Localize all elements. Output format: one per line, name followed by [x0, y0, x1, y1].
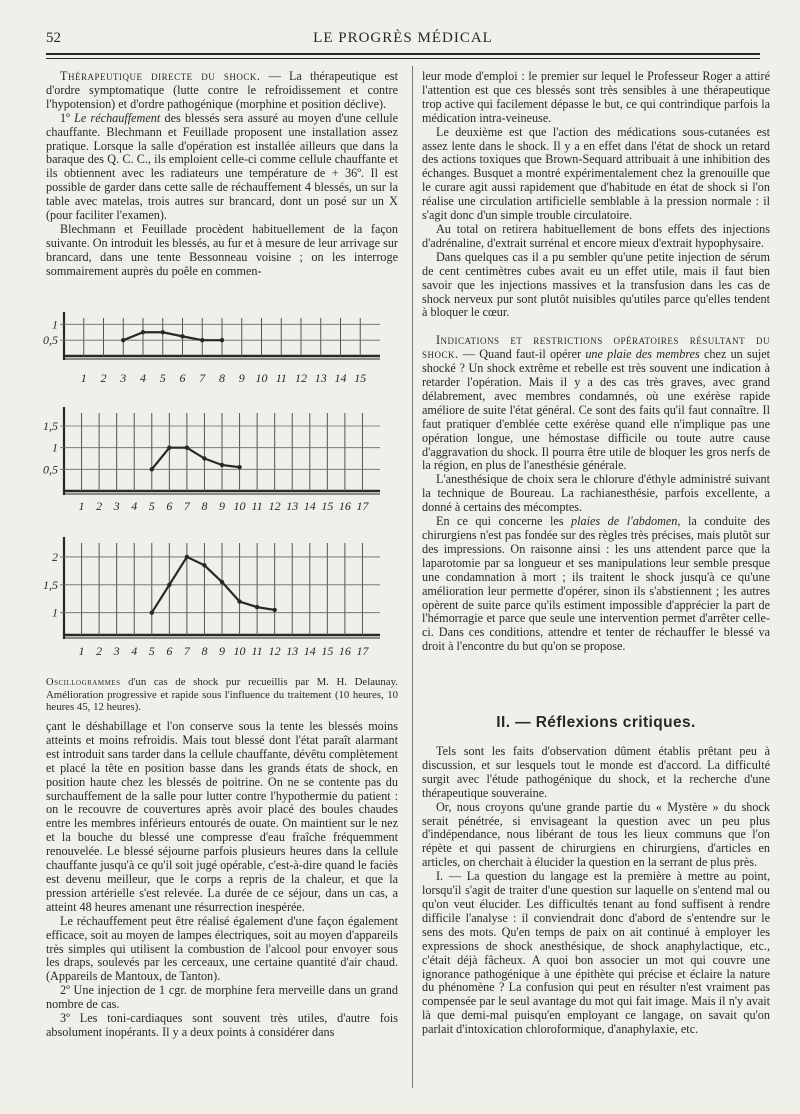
chart-tick-label-x: 2 — [96, 499, 103, 513]
chart-tick-label-y: 1,5 — [43, 419, 58, 433]
chart-tick-label-x: 3 — [113, 644, 120, 658]
chart-tick-label-x: 7 — [183, 499, 190, 513]
emphasis: Le réchauffement — [74, 110, 161, 125]
chart-data-point — [150, 610, 154, 614]
chart-tick-label-x: 3 — [120, 371, 127, 385]
chart-tick-label-x: 16 — [338, 499, 351, 513]
paragraph: I. — La question du langage est la première à mettre au point, lorsqu'il s'agit de traiter d'une question sur laquelle on s'entend mal ou qu'on veut élucider. Les difficultés tenant au fond suffisent à rendre difficile l'analyse : il conviendrait donc d'abord de s'entendre sur le sens des mots. Qu'en temps de paix on ait continué à employer les expressions de shock anesthésique, de shock anaphylactique, etc., c'était déjà fâcheux. A quoi bon associer un mot qui couvre une ignorance pathogénique à une épithète qui précise et éclaire la nature du phénomène ? La confusion qui peut en résulter n'est vraiment pas compensée par le seul avantage du mot qui fait image. Mais il n'y avait là que demi-mal puisqu'en employant ce langage, on savait qu'on parlait d'intoxication chloroformique, d'anaphylaxie, etc. — [422, 869, 770, 1037]
chart-tick-label-x: 13 — [286, 644, 299, 658]
running-head — [46, 30, 760, 50]
paragraph: Blechmann et Feuillade procèdent habituellement de la façon suivante. On introduit les blessés, au fur et à mesure de leur arrivage sur brancard, dans une tente Bessonneau voisine ; on les interroge sommairement auprès du poêle en commen- — [46, 221, 398, 278]
chart-tick-label-x: 8 — [201, 644, 208, 658]
caption-text: d'un cas de shock pur recueillis par M. H. Delaunay. Amélioration progressive et rapide sous l'influence du traitement (10 heures, 10 heures 45, 12 heures). — [46, 676, 398, 713]
paragraph — [422, 334, 770, 473]
chart-tick-label-x: 8 — [219, 371, 225, 385]
left-column-top — [46, 70, 398, 279]
paragraph: 3º Les toni-cardiaques sont souvent très utiles, d'autre fois absolument inopérants. Il y a deux points à considérer dans — [46, 1011, 398, 1039]
chart-tick-label-x: 9 — [238, 371, 245, 385]
chart-data-point — [237, 599, 241, 603]
chart-data-point — [202, 456, 206, 460]
chart-data-point — [255, 605, 259, 609]
paragraph — [46, 70, 398, 112]
chart-tick-label-x: 11 — [251, 644, 263, 658]
emphasis: plaies de l'abdomen — [571, 514, 678, 529]
header-rule — [46, 53, 760, 55]
chart-data-point — [272, 608, 276, 612]
chart-tick-label-y: 1 — [52, 605, 58, 620]
paragraph: çant le déshabillage et l'on conserve sous la tente les blessés moins atteints et moins refroidis. Mais tout blessé dont l'état paraît alarmant est introduit sans tarder dans la cellule chauffante, dévêtu complètement et placé la tête en position basse dans les grands états de shock, en position haute chez les blessés de poitrine. On ne se contente pas du surchauffement de la salle pour lutter contre l'hypothermie du patient : on le recouvre de couvertures après avoir placé des boules chaudes entre les membres inférieurs entourés de ouate. On maintient sur le nez et la bouche du blessé une compresse d'eau fraîche fréquemment renouvelée. Le blessé séjourne parfois plusieurs heures dans la cellule chauffante jusqu'à ce qu'il soit jugé opérable, c'est-à-dire quand le faciès est devenu meilleur, que le corps a repris de la chaleur, et que la pression artérielle s'est relevée. La durée de ce séjour, dans un cas, a atteint 48 heures amenant une résurrection inespérée. — [46, 719, 398, 914]
chart-tick-label-x: 15 — [321, 499, 334, 513]
run-in-heading: Thérapeutique directe du shock. — [60, 69, 261, 83]
figure-caption — [46, 676, 398, 713]
chart-tick-label-x: 15 — [321, 644, 334, 658]
paragraph — [46, 112, 398, 223]
column-divider — [412, 66, 413, 1088]
paragraph: Tels sont les faits d'observation dûment établis prêtant peu à discussion, et sur lesquels tout le monde est d'accord. La difficulté surgit avec l'étude pathogénique du shock, et la recherche d'une thérapeutique souveraine. — [422, 744, 770, 800]
chart-tick-label-x: 5 — [148, 499, 155, 513]
chart-tick-label-x: 6 — [179, 371, 186, 385]
chart-tick-label-x: 4 — [131, 499, 138, 513]
chart-tick-label-x: 3 — [113, 499, 120, 513]
chart-tick-label-x: 13 — [286, 499, 299, 513]
header-rule-thin — [46, 58, 760, 59]
paragraph-text: — Quand faut-il opérer — [458, 347, 586, 362]
chart-tick-label-y: 1,5 — [43, 577, 58, 592]
paragraph-text: En ce qui concerne les — [436, 514, 572, 529]
chart-tick-label-x: 4 — [131, 644, 138, 658]
paragraph-text: — La thérapeutique est d'ordre symptomatique (lutte contre le refroidissement et contre l'hypotension) et d'ordre pathogénique (morphine et position déclive). — [46, 69, 398, 111]
chart-series-line — [152, 448, 240, 470]
paragraph: Or, nous croyons qu'une grande partie du « Mystère » du shock serait pénétrée, si envisageant la question avec un peu plus d'indépendance, nous libérant de tous les lieux communs que l'on répète et qui passent de chirurgiens en chirurgiens, d'articles en articles, on cherchait à élucider la question en la serrant de plus près. — [422, 799, 770, 870]
chart-tick-label-x: 10 — [255, 371, 268, 385]
chart-data-point — [220, 580, 224, 584]
chart-tick-label-y: 0,5 — [43, 333, 58, 348]
chart-tick-label-x: 8 — [201, 499, 208, 513]
right-column-bottom — [422, 745, 770, 1037]
chart-tick-label-x: 9 — [219, 499, 225, 513]
chart-data-point — [167, 583, 171, 587]
chart-tick-label-x: 12 — [295, 371, 307, 385]
chart-tick-label-y: 0,5 — [43, 462, 58, 477]
chart-tick-label-x: 5 — [148, 644, 155, 658]
emphasis: une plaie des membres — [585, 347, 700, 362]
paragraph-text: chez un sujet shocké ? Un shock extrême et rebelle est très souvent une indication à retarder l'opération. Mais il y a des cas très graves, avec grand délabrement, avec membres condamnés, où une exérèse rapide améliore de suite l'état général. Ce sont des faits qu'il faut connaître. Il faut pratiquer d'emblée cette exérèse quand elle n'implique pas une opération longue, une hémostase difficile ou toute autre cause d'aggravation du shock. Il pourra être utile de bloquer les gros nerfs de la région, en plus de l'anesthésie générale. — [422, 347, 771, 473]
oscillogram-svg — [43, 312, 395, 674]
chart-tick-label-x: 17 — [356, 644, 369, 658]
paragraph: Au total on retirera habituellement de bons effets des injections d'adrénaline, d'extrait surrénal et encore mieux d'extrait hypophysaire. — [422, 221, 770, 250]
chart-data-point — [167, 445, 171, 449]
paragraph: Le deuxième est que l'action des médications sous-cutanées est assez lente dans le shock. Il y a en effet dans l'état de shock un retard des actions toxiques que Brown-Sequard attribuait à une inhibition des échanges. Busquet a montré expérimentalement chez la grenouille que le curare agit aussi rapidement que d'habitude en état de shock si l'on réalise une circulation artificielle semblable à la pression normale : il s'agit donc d'un simple trouble circulatoire. — [422, 124, 770, 223]
left-column-bottom — [46, 720, 398, 1040]
chart-data-point — [220, 338, 224, 342]
chart-data-point — [141, 330, 145, 334]
chart-tick-label-x: 14 — [303, 644, 316, 658]
chart-tick-label-y: 1 — [52, 317, 58, 332]
chart-data-point — [161, 330, 165, 334]
chart-tick-label-x: 9 — [219, 644, 225, 658]
chart-tick-label-x: 1 — [78, 499, 85, 513]
chart-data-point — [200, 338, 204, 342]
chart-tick-label-x: 5 — [159, 371, 166, 385]
chart-tick-label-x: 12 — [268, 499, 281, 513]
chart-data-point — [202, 563, 206, 567]
page-number: 52 — [46, 30, 61, 46]
chart-tick-label-x: 10 — [233, 644, 246, 658]
chart-data-point — [180, 334, 184, 338]
chart-data-point — [185, 445, 189, 449]
run-in-heading: Indications et restrictions opératoires résultant du shock. — [422, 333, 770, 362]
list-number: 1º — [60, 110, 75, 125]
chart-data-point — [185, 555, 189, 559]
right-column-top — [422, 70, 770, 654]
chart-tick-label-x: 10 — [233, 499, 246, 513]
paragraph — [422, 515, 770, 654]
chart-tick-label-x: 7 — [183, 644, 190, 658]
journal-title: LE PROGRÈS MÉDICAL — [313, 30, 493, 46]
chart-tick-label-y: 1 — [52, 440, 58, 455]
chart-tick-label-x: 16 — [338, 644, 351, 658]
chart-tick-label-x: 14 — [334, 371, 347, 385]
chart-tick-label-x: 6 — [166, 499, 173, 513]
section-heading: II. — Réflexions critiques. — [496, 714, 696, 731]
chart-tick-label-x: 11 — [275, 371, 287, 385]
chart-series-line — [123, 332, 222, 340]
paragraph-text: , la conduite des chirurgiens n'est pas fondée sur des règles très précises, mais plutôt sur des impressions. On raisonne ainsi : les uns attendent parce que la laparotomie par sa longueur et ses manipulations leur semble presque une condamnation à mort ; ils traitent le shock jusqu'à ce qu'une amélioration leur permette d'opérer, sinon ils s'abstiennent ; les autres opèrent de suite parce qu'ils estiment impossible d'apprécier la part de l'hémorragie et parce que seule une intervention permet d'arrêter celle-ci. Dans ces conditions, attendre et tenter de réchauffer le blessé va droit à l'encontre du but qu'on se propose. — [422, 514, 770, 654]
chart-data-point — [220, 463, 224, 467]
chart-data-point — [121, 338, 125, 342]
chart-tick-label-x: 1 — [78, 644, 85, 658]
paragraph-text: des blessés sera assuré au moyen d'une cellule chauffante. Blechmann et Feuillade proposent une installation assez pratique. Lorsque la salle d'opération est installée ailleurs que dans la baraque des Q. C. C., ils emploient celle-ci comme cellule chauffante et ils obtiennent avec les radiateurs une température de + 36º. Il est possible de garder dans cette salle de réchauffement 4 blessés, un sur la table avec matelas, trois autres sur brancard, dont un posé sur un X (pour faciliter l'examen). — [46, 110, 398, 223]
chart-tick-label-x: 17 — [356, 499, 369, 513]
chart-tick-label-x: 2 — [96, 644, 103, 658]
chart-tick-label-x: 15 — [354, 371, 367, 385]
oscillogram-figure — [43, 312, 395, 674]
paragraph: leur mode d'emploi : le premier sur lequel le Professeur Roger a attiré l'attention est que ces blessés sont très sensibles à une thérapeutique trop active qui facilement dépasse le but, ce qui contrindique parfois la médication intra-veineuse. — [422, 69, 770, 125]
paragraph: Dans quelques cas il a pu sembler qu'une petite injection de sérum de cent centimètres cubes avait eu un effet utile, mais il faut bien savoir que les injections massives et la transfusion dans les cas de shock nerveux pur sont plutôt nuisibles qu'utiles parce qu'elles tendent à bloquer le cœur. — [422, 249, 770, 320]
chart-tick-label-x: 11 — [251, 499, 263, 513]
chart-tick-label-x: 4 — [140, 371, 146, 385]
chart-tick-label-x: 13 — [314, 371, 327, 385]
paragraph: 2º Une injection de 1 cgr. de morphine fera merveille dans un grand nombre de cas. — [46, 983, 398, 1012]
chart-tick-label-x: 1 — [80, 371, 87, 385]
paragraph: Le réchauffement peut être réalisé également d'une façon également efficace, soit au moyen de lampes électriques, soit au moyen d'appareils très simples qui utilisent la combustion de l'alcool pour envoyer sous les draps, soulevés par les cerceaux, une certaine quantité d'air chaud. (Appareils de Mantoux, de Tanton). — [46, 913, 398, 984]
paragraph: L'anesthésique de choix sera le chlorure d'éthyle administré suivant la technique de Boureau. La rachianesthésie, parfois excellente, a donné à certains des mécomptes. — [422, 472, 770, 515]
chart-tick-label-x: 12 — [268, 644, 281, 658]
chart-tick-label-y: 2 — [52, 549, 58, 564]
chart-tick-label-x: 7 — [199, 371, 206, 385]
chart-data-point — [150, 467, 154, 471]
chart-tick-label-x: 2 — [100, 371, 107, 385]
caption-lead: Oscillogrammes — [46, 677, 121, 688]
chart-tick-label-x: 6 — [166, 644, 173, 658]
chart-tick-label-x: 14 — [303, 499, 316, 513]
chart-data-point — [237, 465, 241, 469]
